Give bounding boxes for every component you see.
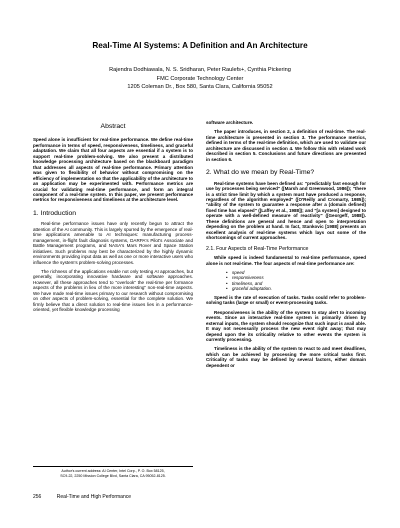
author-block	[0, 66, 400, 92]
list-item: • responsiveness	[232, 275, 366, 280]
abstract-text: Speed alone is insufficient for real-time performance. We define real-time performance in terms of speed, responsiveness, timeliness, and graceful adaptation. We claim that all four aspects are essential if a system is to support real-time problem-solving. We also present a distributed knowledge processing architecture based on the blackboard paradigm that addresses all aspects of real-time performance. Primary attention was given to flexibility of behavior without compromising on the efficiency of implementation so that the applicability of the architecture to an application may be experimented with. Performance metrics are crucial for validating real-time performance, and form an integral component of a real-time system. In this paper, we present performance metrics for responsiveness and timeliness at the architecture level.	[33, 137, 193, 203]
list-item: • graceful adaptation.	[232, 286, 366, 291]
affiliation: FMC Corporate Technology Center	[156, 75, 244, 82]
abstract-heading: Abstract	[100, 123, 126, 130]
section-2-1-paragraph-2: Speed is the rate of execution of tasks. Tasks could refer to problem-solving tasks (large or small) or event-processing tasks.	[206, 294, 366, 306]
list-item: • timeliness, and	[232, 281, 366, 286]
section-1-paragraph-1: Real-time performance issues have only recently begun to attract the attention of the AI community. This is largely spurred by the emergence of real-time applications amenable to AI techniques: manufacturing process-management, in-flight fault diagnosis systems, DARPA's Pilot's Associate and Battle Management programs, and NASA's Mars Rover and Space Station initiatives. Such problems may best be characterized by the highly dynamic environments providing input data as well as one or more interactive users who influence the system's problem-solving processes.	[33, 221, 193, 265]
left-column	[33, 120, 193, 317]
right-column	[206, 120, 366, 372]
footnote-line-2: SC9-22, 2250 Mission College Blvd, Santa Clara, CA 95052-8125.	[60, 473, 166, 478]
section-2-heading: 2. What do we mean by Real-Time?	[206, 169, 315, 177]
section-2-1-heading: 2.1. Four Aspects of Real-Time Performance	[206, 245, 309, 252]
intro-continuation: software architecture.	[206, 120, 254, 125]
list-item: • speed	[232, 270, 366, 275]
section-2-1-paragraph-4: Timeliness is the ability of the system to react to and meet deadlines, which can be achieved by processing the more critical tasks first. Criticality of tasks may be defined by several factors, either domain dependent or	[206, 346, 366, 368]
section-1-paragraph-2: The richness of the applications enable not only testing AI approaches, but generally, incorporating innovative hardware and software approaches. However, all these approaches tend to "overlook" the real-time per formance aspects of the problems in lieu of the more interesting" non-real-time aspects. We have made real-time issues primary to our research without compromising on other aspects of problem-solving, essential for the complete solution. We firmly believe that a direct solution to real-time issues lies in a performance-oriented, yet flexible knowledge processing	[33, 268, 193, 313]
page-footer	[33, 494, 145, 500]
section-2-1-paragraph-1: While speed is indeed fundamental to real-time performance, speed alone is not real-time. The four aspects of real-time performance are:	[206, 255, 366, 266]
footnote-line-1: Author's current address: AI Center, Intel Corp., P. O. Box 58125,	[61, 469, 165, 473]
section-2-paragraph-1: Real-time systems have been defined as: "predictably fast enough for use by processes being serviced" ([Marsh and Greenwood, 1986]); "there is a strict time limit by which a system must have produced a response, regardless of the algorithm employed" ([O'Reilly and Cromarty, 1985]); "ability of the system to guarantee a response after a (domain defined) fixed time has elapsed" ([Laffey et al., 1988]); and "[a system] designed to operate with a well-defined measure of reactivity" ([Georgeff, 1988]). These definitions are general and hence and open to interpretation depending on the problem at hand. In fact, Stankovic [1988] presents an excellent analysis of real-time systems which lays out some of the shortcomings of current approaches.	[206, 180, 366, 241]
section-2-1-paragraph-3: Responsiveness is the ability of the system to stay alert to incoming events. Since an interactive real-time system is primarily driven by external inputs, the system should recognize that such input is avail able. It may not necessarily process the new event right away; that may depend upon the its criticality relative to other events the system is currently processing.	[206, 309, 366, 342]
authors: Rajendra Dodhiawala, N. S. Sridharan, Peter Raulefs+, Cynthia Pickering	[109, 67, 291, 73]
address: 1205 Coleman Dr., Box 580, Santa Clara, California 95052	[127, 84, 273, 91]
footnote	[33, 466, 193, 478]
footer-section-label: Real-Time and High Performance	[56, 494, 132, 500]
page-number: 256	[33, 494, 42, 500]
organization-paragraph: The paper introduces, in section 2, a definition of real-time. The real-time architecture is presented in section 3. The performance metrics, defined in terms of the real-time definition, which are used to validate our architecture are discussed in section 4. We follow this with related work described in section 5. Conclusions and future directions are presented in section 6.	[206, 129, 366, 162]
paper-title: Real-Time AI Systems: A Definition and An Architecture	[92, 41, 308, 50]
aspects-list	[206, 270, 366, 292]
section-1-heading: 1. Introduction	[33, 209, 77, 217]
